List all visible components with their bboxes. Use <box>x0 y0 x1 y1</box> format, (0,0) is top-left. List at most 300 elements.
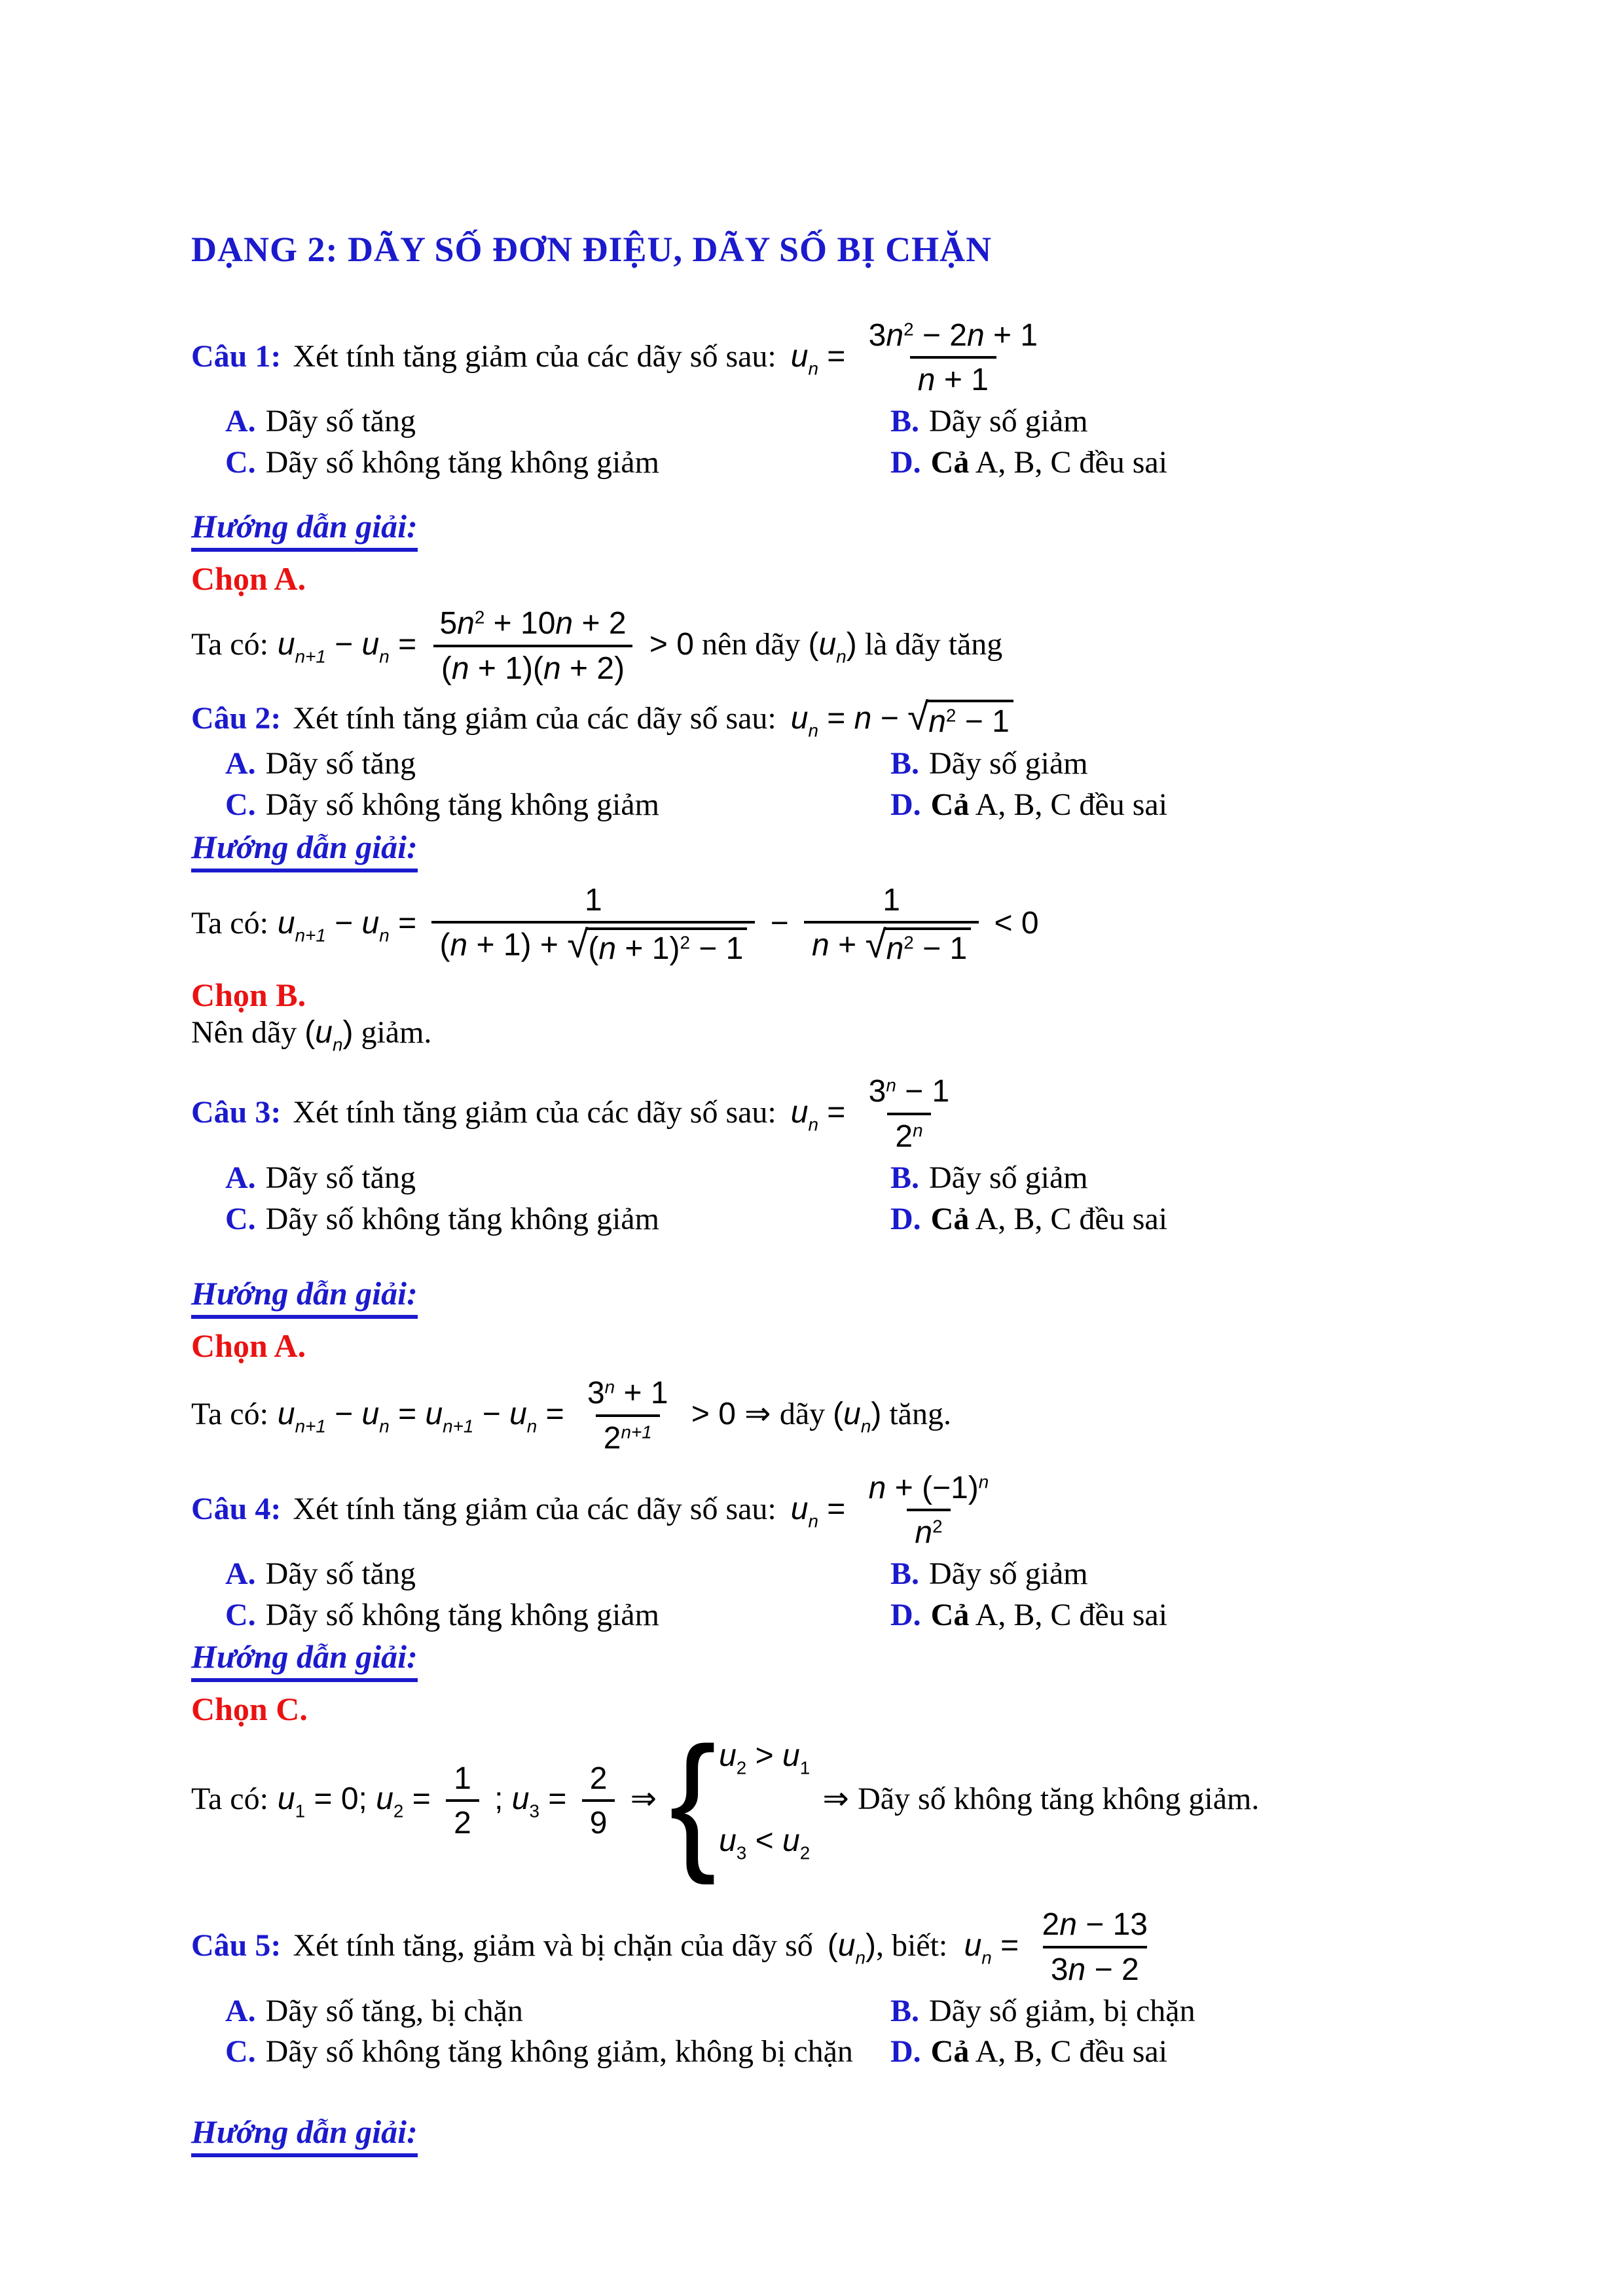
fraction-numerator <box>431 605 634 645</box>
equals-sign: = <box>539 1782 575 1817</box>
math-token: 2 <box>454 1806 471 1841</box>
option-a <box>225 1556 890 1593</box>
math-token: 9 <box>589 1806 608 1841</box>
math-token: + 1) <box>616 931 680 967</box>
subscript-n: n <box>526 1416 538 1437</box>
option-a-text: Dãy số tăng <box>265 746 416 781</box>
option-d-text: A, B, C đều sai <box>975 444 1168 480</box>
fraction-denominator <box>804 921 979 968</box>
minus-sign: − <box>473 1397 510 1432</box>
option-d-bold: Cả <box>930 787 970 822</box>
option-d-bold: Cả <box>930 1597 970 1632</box>
fraction-numerator <box>582 1760 615 1800</box>
option-b-label: B. <box>890 1556 920 1592</box>
equals-sign: = <box>818 700 854 736</box>
option-b-label: B. <box>890 746 920 781</box>
option-a-label: A. <box>225 746 256 781</box>
question-4-formula <box>790 1470 1003 1551</box>
subscript-2: 2 <box>799 1842 811 1863</box>
equals-sign: = <box>991 1928 1028 1964</box>
subscript-3: 3 <box>529 1801 539 1821</box>
equals-sign: = <box>537 1397 573 1432</box>
fraction-numerator <box>446 1760 479 1800</box>
equals-sign: = 0; <box>305 1782 376 1817</box>
subscript-3: 3 <box>736 1842 747 1863</box>
math-token: 2 <box>1042 1907 1060 1943</box>
var-u: u <box>843 1397 861 1432</box>
var-n: n <box>555 606 574 641</box>
paren-close: ) <box>846 627 857 662</box>
var-n: n <box>457 606 475 641</box>
radical-sign-icon: √ <box>865 923 886 966</box>
var-u: u <box>782 1738 800 1774</box>
subscript-n: n <box>855 1947 866 1968</box>
fraction <box>431 882 755 969</box>
solution-2-line <box>191 882 1492 969</box>
var-n: n <box>854 700 872 736</box>
answer-choice-3: Chọn A. <box>191 1327 306 1365</box>
superscript-n1: n+1 <box>621 1422 652 1443</box>
paren-open: ( <box>439 927 450 963</box>
ta-co-label: Ta có: <box>191 905 268 941</box>
option-c-label: C. <box>225 1201 256 1236</box>
var-n: n <box>966 317 985 353</box>
math-token: 5 <box>439 606 458 641</box>
question-5-prompt-2: , biết: <box>875 1928 948 1964</box>
option-a <box>225 1993 890 2030</box>
solution-2-formula <box>277 882 1039 967</box>
var-u: u <box>376 1782 393 1817</box>
option-d-label: D. <box>890 1201 921 1236</box>
subscript-2: 2 <box>736 1757 747 1778</box>
option-a <box>225 403 890 440</box>
solution-heading-1: Hướng dẫn giải: <box>191 507 1492 552</box>
subscript-2: 2 <box>393 1801 404 1821</box>
radicand <box>884 927 972 967</box>
solution-3-formula <box>277 1376 780 1456</box>
radical-sign-icon: √ <box>907 695 929 738</box>
var-u: u <box>425 1397 443 1432</box>
fraction-denominator <box>1043 1946 1147 1989</box>
subscript-1: 1 <box>295 1801 306 1821</box>
math-token: 2 <box>589 1761 608 1796</box>
option-b-text: Dãy số giảm <box>929 746 1088 781</box>
question-3-label: Câu 3: <box>191 1095 282 1130</box>
question-4 <box>191 1469 1492 1552</box>
fraction <box>861 1469 997 1552</box>
math-token: + 1 <box>935 363 989 398</box>
question-5-label: Câu 5: <box>191 1928 282 1964</box>
cases-column <box>719 1738 810 1864</box>
solution-1-line <box>191 605 1492 688</box>
option-b <box>890 403 1492 440</box>
subscript-n: n <box>379 1416 390 1437</box>
solution-3-text: dãy <box>779 1397 826 1432</box>
fraction-denominator <box>433 645 632 688</box>
option-a-text: Dãy số tăng, bị chặn <box>265 1993 523 2028</box>
var-n: n <box>543 651 561 687</box>
var-n: n <box>928 704 946 739</box>
superscript-n: n <box>978 1471 989 1492</box>
var-n: n <box>598 931 617 967</box>
option-a-text: Dãy số tăng <box>265 1160 416 1195</box>
solution-4-formula <box>277 1715 858 1886</box>
math-token: − 13 <box>1076 1907 1148 1943</box>
solution-heading-4: Hướng dẫn giải: <box>191 1638 1492 1682</box>
ta-co-label: Ta có: <box>191 1782 268 1817</box>
subscript-n1: n+1 <box>295 646 326 667</box>
subscript-n: n <box>836 646 847 667</box>
question-2 <box>191 695 1492 742</box>
var-n: n <box>886 317 904 353</box>
var-u: u <box>790 1095 809 1130</box>
math-token: 3 <box>868 1074 886 1109</box>
question-2-options-row-1 <box>225 745 1492 783</box>
question-1-options-row-2 <box>225 444 1492 482</box>
case-line-1 <box>719 1738 810 1779</box>
superscript-2: 2 <box>903 319 914 340</box>
math-token: 3 <box>1050 1952 1068 1987</box>
paren-open: ( <box>588 931 599 967</box>
subscript-n1: n+1 <box>443 1416 474 1437</box>
equals-sign: = <box>818 1095 854 1130</box>
fraction-numerator <box>861 317 1046 357</box>
option-c <box>225 787 890 824</box>
option-b-text: Dãy số giảm <box>929 1160 1088 1195</box>
comparison: > <box>746 1738 782 1774</box>
var-u: u <box>361 627 380 662</box>
var-n: n <box>915 1515 933 1551</box>
question-5 <box>191 1906 1492 1989</box>
superscript-2: 2 <box>945 705 957 726</box>
sequence-un <box>304 1015 354 1055</box>
var-u: u <box>790 1491 809 1526</box>
option-c-text: Dãy số không tăng không giảm <box>265 1597 659 1632</box>
var-u: u <box>361 1397 380 1432</box>
var-n: n <box>868 1470 886 1505</box>
math-token: − 1 <box>956 704 1010 739</box>
option-d-bold: Cả <box>930 1201 970 1236</box>
question-3 <box>191 1073 1492 1156</box>
sqrt-radical <box>567 923 747 967</box>
var-u: u <box>277 1782 295 1817</box>
fraction-numerator <box>577 882 610 922</box>
question-5-formula <box>955 1907 1162 1987</box>
radicand <box>926 700 1013 741</box>
conclusion-text-2: giảm. <box>361 1015 432 1050</box>
option-d-label: D. <box>890 2034 921 2070</box>
case-line-2 <box>719 1823 810 1864</box>
radicand <box>586 927 747 967</box>
var-n: n <box>1059 1907 1077 1943</box>
fraction <box>431 605 634 688</box>
semicolon: ; <box>485 1782 512 1817</box>
option-c-label: C. <box>225 2034 256 2070</box>
conclusion-text: Nên dãy <box>191 1015 297 1050</box>
subscript-n: n <box>808 358 818 379</box>
var-u: u <box>315 1015 333 1050</box>
subscript-n1: n+1 <box>295 1416 326 1437</box>
equals-sign: = <box>389 627 426 662</box>
math-token: + 10 <box>484 606 556 641</box>
math-token: − 1 <box>913 931 968 967</box>
fraction <box>582 1760 615 1843</box>
superscript-n: n <box>913 1120 923 1141</box>
equals-sign: = <box>403 1782 440 1817</box>
sequence-un <box>833 1397 882 1437</box>
fraction <box>861 1073 958 1156</box>
paren-close: ) <box>871 1397 882 1432</box>
option-b <box>890 1993 1492 2030</box>
question-5-options-row-1 <box>225 1993 1492 2030</box>
subscript-n: n <box>808 720 818 741</box>
var-n: n <box>812 927 830 963</box>
math-token: 1 <box>454 1761 471 1796</box>
equals-sign: = <box>818 1491 854 1526</box>
answer-choice-1: Chọn A. <box>191 560 306 598</box>
equals-sign: = <box>389 905 426 941</box>
subscript-n: n <box>860 1416 871 1437</box>
option-c-label: C. <box>225 787 256 822</box>
comparison: > 0 <box>640 627 694 662</box>
option-c-text: Dãy số không tăng không giảm, không bị chặn <box>265 2034 853 2070</box>
solution-4-line <box>191 1715 1492 1886</box>
superscript-2: 2 <box>680 933 690 954</box>
option-b-text: Dãy số giảm <box>929 1556 1088 1592</box>
math-token: + 1)( <box>469 651 543 687</box>
option-a <box>225 745 890 783</box>
option-c <box>225 2034 890 2071</box>
math-token: + 1 <box>615 1376 668 1411</box>
fraction-numerator <box>875 882 908 922</box>
math-token: + 2) <box>560 651 625 687</box>
fraction-numerator <box>861 1469 997 1509</box>
question-5-prompt: Xét tính tăng, giảm và bị chặn của dãy số <box>293 1928 813 1964</box>
minus-sign: − <box>761 905 798 941</box>
subscript-1: 1 <box>799 1757 811 1778</box>
option-d-text: A, B, C đều sai <box>975 2034 1168 2070</box>
var-u: u <box>511 1782 530 1817</box>
subscript-n: n <box>808 1114 818 1135</box>
var-n: n <box>451 651 469 687</box>
superscript-n: n <box>604 1376 615 1397</box>
option-c-label: C. <box>225 1597 256 1632</box>
question-4-section <box>191 1469 1492 1886</box>
option-c <box>225 444 890 482</box>
math-token: − 1 <box>689 931 744 967</box>
sqrt-radical <box>865 923 971 967</box>
question-1-section <box>191 317 1492 688</box>
math-token: 3 <box>587 1376 605 1411</box>
fraction-denominator <box>596 1414 660 1458</box>
var-n: n <box>886 931 904 967</box>
question-1 <box>191 317 1492 400</box>
minus-sign: − <box>325 1397 362 1432</box>
fraction-denominator <box>887 1113 930 1156</box>
solution-heading-5: Hướng dẫn giải: <box>191 2113 1492 2157</box>
option-b-label: B. <box>890 404 920 439</box>
question-3-prompt: Xét tính tăng giảm của các dãy số sau: <box>293 1095 776 1130</box>
option-b <box>890 1160 1492 1197</box>
option-c-text: Dãy số không tăng không giảm <box>265 444 659 480</box>
option-c-text: Dãy số không tăng không giảm <box>265 787 659 822</box>
question-3-options-row-2 <box>225 1201 1492 1238</box>
math-token: + 2 <box>573 606 627 641</box>
ta-co-label: Ta có: <box>191 1397 268 1432</box>
doc-title: DẠNG 2: DÃY SỐ ĐƠN ĐIỆU, DÃY SỐ BỊ CHẶN <box>191 230 993 269</box>
var-u: u <box>361 905 380 941</box>
option-c-label: C. <box>225 444 256 480</box>
fraction-denominator <box>907 1509 950 1552</box>
option-a-text: Dãy số tăng <box>265 404 416 439</box>
option-c <box>225 1201 890 1238</box>
solution-heading-2: Hướng dẫn giải: <box>191 828 1492 872</box>
solution-4-text: Dãy số không tăng không giảm. <box>858 1782 1260 1817</box>
question-1-formula <box>790 317 1052 398</box>
fraction-numerator <box>579 1374 676 1414</box>
answer-choice-4: Chọn C. <box>191 1691 308 1728</box>
option-b-text: Dãy số giảm, bị chặn <box>929 1993 1195 2028</box>
math-token: − 1 <box>896 1074 950 1109</box>
sqrt-radical <box>907 695 1013 741</box>
math-token: + 1 <box>984 317 1038 353</box>
question-4-options-row-1 <box>225 1556 1492 1593</box>
var-n: n <box>450 927 468 963</box>
option-d-text: A, B, C đều sai <box>975 787 1168 822</box>
superscript-2: 2 <box>932 1516 943 1537</box>
equals-sign: = <box>389 1397 426 1432</box>
var-u: u <box>719 1823 737 1858</box>
question-1-options-row-1 <box>225 403 1492 440</box>
question-3-section <box>191 1073 1492 1457</box>
math-token: ( <box>441 651 452 687</box>
question-2-prompt: Xét tính tăng giảm của các dãy số sau: <box>293 700 776 736</box>
brace-icon: { <box>669 1715 717 1886</box>
implies-arrow-icon: ⇒ <box>814 1782 858 1817</box>
math-token: 2 <box>603 1420 621 1456</box>
math-token: + 1) + <box>467 927 568 963</box>
minus-sign: − <box>871 700 908 736</box>
option-a-label: A. <box>225 1160 256 1195</box>
radical-sign-icon: √ <box>567 923 589 966</box>
question-5-options-row-2 <box>225 2034 1492 2071</box>
var-u: u <box>964 1928 982 1964</box>
question-2-section <box>191 695 1492 1056</box>
question-3-formula <box>790 1074 964 1155</box>
solution-1-text-2: là dãy tăng <box>864 627 1003 662</box>
subscript-n: n <box>379 925 390 946</box>
option-b-label: B. <box>890 1993 920 2028</box>
cases-system <box>669 1715 811 1886</box>
paren-close: ) <box>865 1928 876 1964</box>
var-n: n <box>1068 1952 1086 1987</box>
var-n: n <box>917 363 936 398</box>
math-token: 3 <box>868 317 886 353</box>
implies-arrow-icon: ⇒ <box>735 1397 780 1432</box>
subscript-n: n <box>379 646 390 667</box>
option-d-text: A, B, C đều sai <box>975 1201 1168 1236</box>
paren-close: ) <box>342 1015 354 1050</box>
paren-open: ( <box>827 1928 838 1964</box>
var-u: u <box>790 338 809 374</box>
option-b <box>890 745 1492 783</box>
ta-co-label: Ta có: <box>191 627 268 662</box>
solution-3-line <box>191 1374 1492 1458</box>
option-d-bold: Cả <box>930 444 970 480</box>
option-a-label: A. <box>225 1556 256 1592</box>
comparison: > 0 <box>682 1397 736 1432</box>
option-d-label: D. <box>890 1597 921 1632</box>
var-u: u <box>719 1738 737 1774</box>
fraction-numerator <box>1034 1906 1156 1946</box>
option-a-text: Dãy số tăng <box>265 1556 416 1592</box>
question-5-section <box>191 1906 1492 2157</box>
question-2-options-row-2 <box>225 787 1492 824</box>
paren-open: ( <box>304 1015 316 1050</box>
option-d <box>890 1201 1492 1238</box>
subscript-n1: n+1 <box>295 925 326 946</box>
question-2-formula <box>790 695 1013 741</box>
math-token: 2 <box>895 1119 913 1155</box>
var-u: u <box>837 1928 856 1964</box>
question-4-label: Câu 4: <box>191 1491 282 1526</box>
option-c <box>225 1597 890 1634</box>
option-a-label: A. <box>225 404 256 439</box>
option-d-label: D. <box>890 787 921 822</box>
superscript-2: 2 <box>474 607 485 628</box>
fraction-numerator <box>861 1073 958 1113</box>
minus-sign: − <box>325 627 362 662</box>
math-token: + (−1) <box>886 1470 979 1505</box>
sequence-un <box>827 1928 876 1968</box>
var-u: u <box>782 1823 800 1858</box>
math-token: − 2 <box>1085 1952 1139 1987</box>
solution-2-conclusion <box>191 1014 1492 1056</box>
fraction <box>446 1760 479 1843</box>
option-d-label: D. <box>890 444 921 480</box>
fraction-denominator <box>582 1799 615 1842</box>
option-d <box>890 787 1492 824</box>
fraction-denominator <box>431 921 755 968</box>
solution-heading-3: Hướng dẫn giải: <box>191 1274 1492 1319</box>
minus-sign: − <box>325 905 362 941</box>
var-u: u <box>277 627 295 662</box>
implies-arrow-icon: ⇒ <box>621 1782 666 1817</box>
option-a <box>225 1160 890 1197</box>
fraction-denominator <box>910 356 996 399</box>
option-c-text: Dãy số không tăng không giảm <box>265 1201 659 1236</box>
equals-sign: = <box>818 338 854 374</box>
option-a-label: A. <box>225 1993 256 2028</box>
question-1-prompt: Xét tính tăng giảm của các dãy số sau: <box>293 338 776 374</box>
subscript-n: n <box>981 1947 992 1968</box>
comparison: < 0 <box>985 905 1039 941</box>
var-u: u <box>509 1397 527 1432</box>
superscript-2: 2 <box>903 933 914 954</box>
option-d <box>890 2034 1492 2071</box>
solution-1-formula <box>277 606 694 687</box>
fraction-denominator <box>446 1799 479 1842</box>
superscript-n: n <box>886 1075 896 1096</box>
math-token: 1 <box>883 882 900 918</box>
fraction <box>861 317 1046 400</box>
option-d <box>890 444 1492 482</box>
option-b-label: B. <box>890 1160 920 1195</box>
fraction <box>804 882 979 969</box>
paren-open: ( <box>808 627 819 662</box>
comparison: < <box>746 1823 782 1858</box>
var-u: u <box>277 1397 295 1432</box>
